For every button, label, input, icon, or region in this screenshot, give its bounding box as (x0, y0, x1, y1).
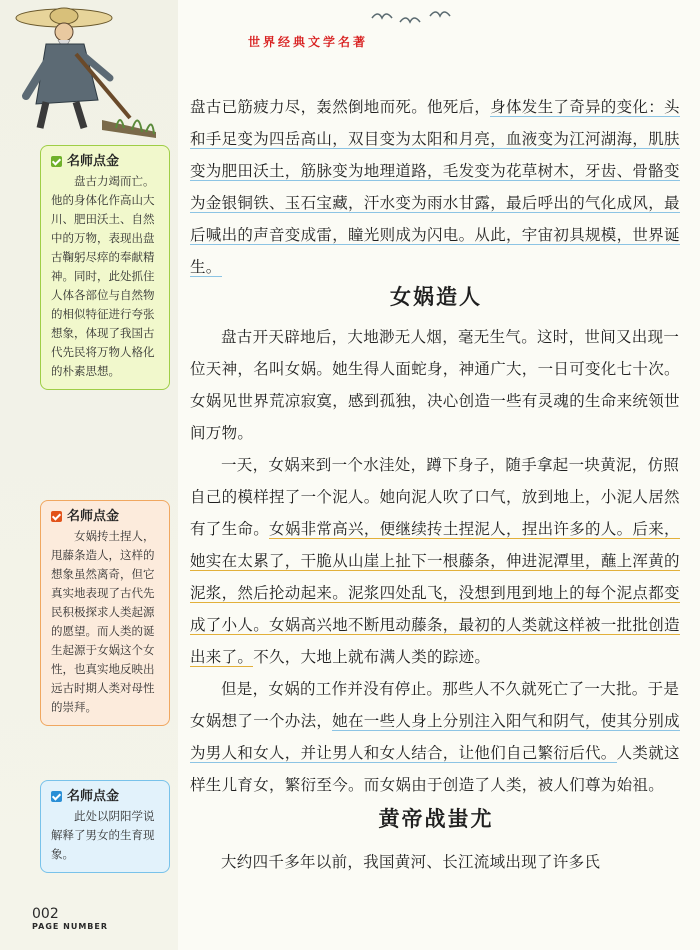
teacher-note (40, 780, 170, 873)
note-text: 盘古力竭而亡。他的身体化作高山大川、肥田沃土、自然中的万物，表现出盘古鞠躬尽瘁的奉献精神。同时，此处抓住人体各部位与自然物的相似特征进行夸张想象，体现了我国古代先民将万物人格化的朴素思想。 (51, 174, 155, 378)
note-title: 名师点金 (67, 509, 120, 524)
underlined-text: 女娲非常高兴，便继续抟土捏泥人，捏出许多的人。后来，她实在太累了，干脆从山崖上扯下一根藤条，伸进泥潭里，蘸上浑黄的泥浆，然后抡动起来。泥浆四处乱飞，没想到甩到地上的每个泥点都变成了小人。女娲高兴地不断甩动藤条，最初的人类就这样被一批批创造出来了。 (190, 520, 680, 666)
checkbox-icon (51, 156, 62, 167)
underlined-text: 她在一些人身上分别注入阳气和阴气，使其分别成为男人和女人，并让男人和女人结合，让他们自己繁衍后代。 (190, 712, 680, 762)
teacher-note (40, 500, 170, 726)
note-title: 名师点金 (67, 154, 120, 169)
paragraph (190, 91, 682, 283)
flying-birds-icon (370, 6, 460, 28)
checkbox-icon (51, 791, 62, 802)
section-nvwa-body (190, 321, 682, 801)
teacher-note (40, 145, 170, 390)
section-huangdi-body (190, 846, 682, 878)
text-run: 一天，女娲来到一个水洼处，蹲下身子，随手拿起一块黄泥，仿照自己的模样捏了一个泥人。她向泥人吹了口气，放到地上，小泥人居然有了生命。 (190, 456, 680, 538)
paragraph (190, 673, 682, 801)
note-text: 此处以阴阳学说解释了男女的生育现象。 (51, 809, 155, 861)
text-run: 不久，大地上就布满人类的踪迹。 (253, 648, 491, 666)
text-run: 但是，女娲的工作并没有停止。那些人不久就死亡了一大批。于是女娲想了一个办法， (190, 680, 680, 730)
paragraph (190, 449, 682, 673)
underlined-text: 身体发生了奇异的变化：头和手足变为四岳高山，双目变为太阳和月亮，血液变为江河湖海，肌肤变为肥田沃土，筋脉变为地理道路，毛发变为花草树木，牙齿、骨骼变为金银铜铁、玉石宝藏，汗水变为雨水甘露，最后呼出的气化成风，最后喊出的声音变成雷，瞳光则成为闪电。从此，宇宙初具规模，世界诞生。 (190, 98, 680, 276)
note-title: 名师点金 (67, 789, 120, 804)
text-run: 人类就这样生儿育女，繁衍至今。而女娲由于创造了人类，被人们尊为始祖。 (190, 744, 680, 794)
paragraph: 大约四千多年以前，我国黄河、长江流域出现了许多氏 (221, 853, 601, 871)
section-heading-huangdi: 黄帝战蚩尤 (378, 806, 494, 831)
section-heading-nvwa: 女娲造人 (390, 284, 482, 309)
section-pangu-body (190, 91, 682, 283)
note-text: 女娲抟土捏人，甩藤条造人，这样的想象虽然离奇，但它真实地表现了古代先民积极探求人类起源的愿望。而人类的诞生起源于女娲这个女性，也真实地反映出远古时期人类对母性的崇拜。 (51, 529, 155, 714)
checkbox-icon (51, 511, 62, 522)
page-number: 002 (32, 906, 59, 922)
page-number-label: PAGE NUMBER (32, 922, 109, 931)
text-run: 盘古已筋疲力尽，轰然倒地而死。他死后， (190, 98, 491, 116)
old-sage-illustration (6, 0, 166, 140)
series-title: 世界经典文学名著 (248, 35, 369, 49)
paragraph: 盘古开天辟地后，大地渺无人烟，毫无生气。这时，世间又出现一位天神，名叫女娲。她生得人面蛇身，神通广大，一日可变化七十次。女娲见世界荒凉寂寞，感到孤独，决心创造一些有灵魂的生命来统领世间万物。 (190, 328, 680, 442)
